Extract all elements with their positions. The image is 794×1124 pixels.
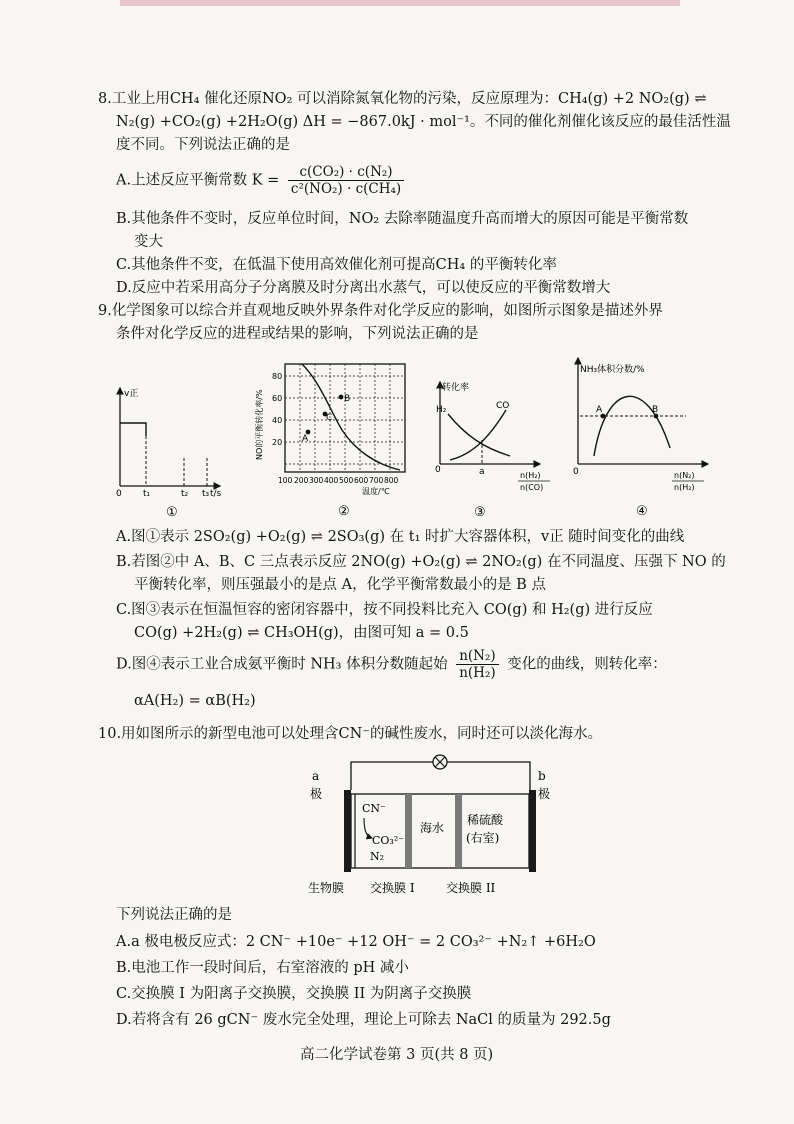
- q10-intro: 下列说法正确的是: [116, 907, 232, 923]
- battery-cell-diagram: [300, 750, 562, 900]
- q10-option-a: A.a 极电极反应式：2 CN⁻ +10e⁻ +12 OH⁻ = 2 CO₃²⁻ +N₂↑ +6H₂O: [116, 934, 596, 950]
- graph-3-caption: ③: [474, 505, 486, 520]
- q8-option-c: C.其他条件不变，在低温下使用高效催化剂可提高CH₄ 的平衡转化率: [116, 257, 557, 273]
- electrode-b: [529, 790, 536, 872]
- graph-2-xtick-600: 600: [354, 476, 369, 485]
- graph-3-origin: 0: [435, 465, 441, 475]
- graph-1-t1: t₁: [143, 489, 151, 499]
- q8-k-numerator: c(CO₂) · c(N₂): [288, 164, 404, 181]
- cell-membrane-2-label: 交换膜 II: [446, 881, 496, 895]
- q9-option-d-suffix: 变化的曲线，则转化率：: [507, 656, 667, 673]
- q9-option-d: [116, 648, 667, 681]
- q10-option-d: D.若将含有 26 gCN⁻ 废水完全处理，理论上可除去 NaCl 的质量为 292.5g: [116, 1012, 611, 1028]
- graph-2-ytick-80: 80: [272, 372, 283, 381]
- cell-b-pole: 极: [538, 787, 551, 801]
- graph-4: [566, 352, 714, 522]
- graph-2-point-a: A: [302, 434, 309, 444]
- cell-seawater: 海水: [420, 821, 445, 835]
- q9-line1: 9.化学图象可以综合并直观地反映外界条件对化学反应的影响，如图所示图象是描述外界: [98, 303, 663, 319]
- electrode-a: [344, 790, 351, 872]
- q8-line3: 度不同。下列说法正确的是: [116, 137, 290, 153]
- exchange-membrane-2: [455, 794, 462, 868]
- graph-1-xlabel: t/s: [210, 489, 222, 499]
- graph-2-point-b: B: [344, 394, 351, 404]
- top-edge-mark: [120, 0, 680, 6]
- q9-option-d-line2: αA(H₂) = αB(H₂): [134, 693, 256, 709]
- q9-option-d-prefix: D.图④表示工业合成氨平衡时 NH₃ 体积分数随起始: [116, 656, 448, 673]
- graph-1-t3: t₃: [202, 489, 210, 499]
- graph-3-series-h2: H₂: [436, 405, 447, 415]
- cell-acid-line1: 稀硫酸: [467, 813, 504, 827]
- graph-1-t2: t₂: [181, 489, 189, 499]
- graph-4-ylabel: NH₃体积分数/%: [580, 365, 645, 375]
- page-footer: 高二化学试卷第 3 页(共 8 页): [300, 1047, 494, 1063]
- q9-option-a: A.图①表示 2SO₂(g) +O₂(g) ⇌ 2SO₃(g) 在 t₁ 时扩大容器体积，v正 随时间变化的曲线: [116, 529, 685, 545]
- q8-option-b-line2: 变大: [134, 234, 163, 250]
- graph-3-xlabel-den: n(CO): [520, 483, 544, 492]
- graph-4-point-a: A: [596, 405, 603, 415]
- cell-cn: CN⁻: [362, 802, 386, 815]
- q10-option-c: C.交换膜 I 为阳离子交换膜，交换膜 II 为阴离子交换膜: [116, 986, 472, 1002]
- graph-1: [108, 382, 230, 520]
- q10-line1: 10.用如图所示的新型电池可以处理含CN⁻的碱性废水，同时还可以淡化海水。: [98, 726, 602, 742]
- q9-option-b-line2: 平衡转化率，则压强最小的是点 A，化学平衡常数最小的是 B 点: [134, 577, 546, 593]
- q8-line2: N₂(g) +CO₂(g) +2H₂O(g) ΔH = −867.0kJ · mol⁻¹。不同的催化剂催化该反应的最佳活性温: [116, 114, 731, 130]
- q9-option-b-line1: B.若图②中 A、B、C 三点表示反应 2NO(g) +O₂(g) ⇌ 2NO₂(g) 在不同温度、压强下 NO 的: [116, 554, 726, 570]
- q9-option-c-line2: CO(g) +2H₂(g) ⇌ CH₃OH(g)，由图可知 a = 0.5: [134, 625, 469, 641]
- q8-option-d: D.反应中若采用高分子分离膜及时分离出水蒸气，可以使反应的平衡常数增大: [116, 280, 611, 296]
- graph-3-series-co: CO: [496, 401, 510, 411]
- q9-line2: 条件对化学反应的进程或结果的影响，下列说法正确的是: [116, 326, 479, 342]
- graph-2-xtick-200: 200: [294, 476, 309, 485]
- graph-4-caption: ④: [636, 504, 648, 519]
- graph-4-point-b: B: [652, 405, 659, 415]
- graph-2-xtick-500: 500: [339, 476, 354, 485]
- graph-2-ytick-60: 60: [272, 394, 283, 403]
- graph-2-xtick-100: 100: [278, 476, 293, 485]
- graph-2-ytick-40: 40: [272, 416, 283, 425]
- exchange-membrane-1: [405, 794, 412, 868]
- graph-2: [250, 352, 422, 522]
- graph-3-a: a: [479, 467, 485, 477]
- cell-a-label: a: [312, 769, 320, 783]
- q8-option-b-line1: B.其他条件不变时，反应单位时间，NO₂ 去除率随温度升高而增大的原因可能是平衡常数: [116, 211, 689, 227]
- graph-2-xtick-400: 400: [324, 476, 339, 485]
- cell-membrane-1-label: 交换膜 I: [370, 881, 415, 895]
- q9-option-d-numerator: n(N₂): [456, 648, 498, 665]
- graph-1-caption: ①: [166, 505, 178, 520]
- graph-4-xlabel-num: n(N₂): [674, 471, 695, 480]
- graph-1-ylabel: v正: [124, 389, 139, 399]
- cell-n2: N₂: [370, 850, 385, 863]
- cell-co3: CO₃²⁻: [372, 834, 405, 847]
- graph-2-ylabel: NO的平衡转化率/%: [255, 389, 264, 460]
- q8-line1: 8.工业上用CH₄ 催化还原NO₂ 可以消除氮氧化物的污染，反应原理为：CH₄(g) +2 NO₂(g) ⇌: [98, 91, 707, 107]
- graph-4-origin: 0: [573, 467, 579, 477]
- q8-k-denominator: c²(NO₂) · c(CH₄): [290, 181, 402, 197]
- cell-b-label: b: [538, 769, 546, 783]
- cell-acid-line2: (右室): [466, 831, 500, 845]
- graph-2-caption: ②: [338, 504, 350, 519]
- q9-option-c-line1: C.图③表示在恒温恒容的密闭容器中，按不同投料比充入 CO(g) 和 H₂(g) 进行反应: [116, 602, 653, 618]
- graph-1-origin: 0: [116, 489, 122, 499]
- cell-a-pole: 极: [310, 787, 323, 801]
- graph-2-xlabel: 温度/℃: [362, 487, 390, 496]
- cell-bio-membrane: 生物膜: [308, 881, 345, 895]
- q8-option-a-prefix: A.上述反应平衡常数 K =: [116, 172, 280, 189]
- q9-option-d-fraction: [456, 648, 498, 681]
- graph-2-ytick-20: 20: [272, 438, 283, 447]
- graph-2-point-c: C: [326, 413, 333, 423]
- graph-3-xlabel-num: n(H₂): [520, 471, 541, 480]
- graph-2-xtick-800: 800: [384, 476, 399, 485]
- q8-k-fraction: [288, 164, 404, 197]
- graph-2-xtick-300: 300: [309, 476, 324, 485]
- graph-2-xtick-700: 700: [369, 476, 384, 485]
- graph-4-xlabel-den: n(H₂): [674, 483, 695, 492]
- q8-option-a: [116, 164, 408, 197]
- q10-option-b: B.电池工作一段时间后，右室溶液的 pH 减小: [116, 960, 409, 976]
- q9-option-d-denominator: n(H₂): [459, 665, 496, 681]
- graph-3: [428, 376, 558, 522]
- graph-3-ylabel: 转化率: [442, 383, 470, 393]
